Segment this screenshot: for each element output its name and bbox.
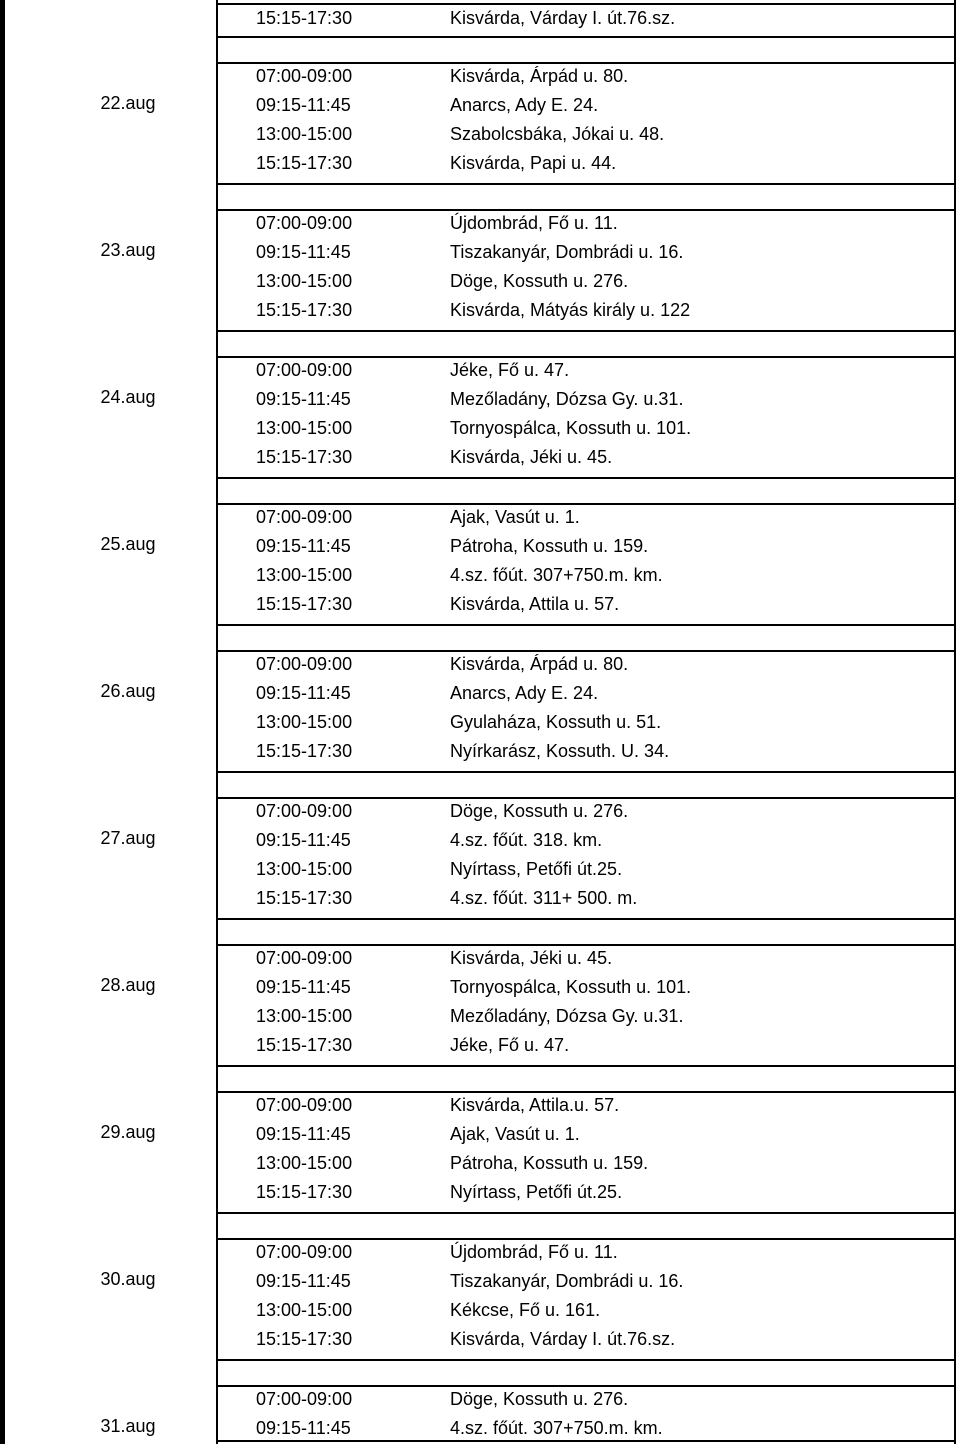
day-header-line [216,1238,956,1240]
slot-location: Gyulaháza, Kossuth u. 51. [450,712,662,732]
slot-location: Döge, Kossuth u. 276. [450,1389,629,1409]
slot-time: 07:00-09:00 [256,66,353,86]
slot-time: 13:00-15:00 [256,1153,353,1173]
slot-time: 09:15-11:45 [256,389,351,409]
day-header-line [216,797,956,799]
day-separator-line [216,36,956,38]
slot-location: Pátroha, Kossuth u. 159. [450,536,649,556]
time-column-border [216,0,218,1444]
slot-location: Újdombrád, Fő u. 11. [450,213,618,233]
slot-time: 13:00-15:00 [256,124,353,144]
day-header-line [216,209,956,211]
slot-time: 07:00-09:00 [256,1095,353,1115]
slot-location: Nyírtass, Petőfi út.25. [450,859,623,879]
slot-location: Döge, Kossuth u. 276. [450,801,629,821]
slot-time: 13:00-15:00 [256,1006,353,1026]
slot-location: Nyírkarász, Kossuth. U. 34. [450,741,670,761]
slot-location: Kisvárda, Jéki u. 45. [450,447,613,467]
day-separator-line [216,183,956,185]
slot-location: Mezőladány, Dózsa Gy. u.31. [450,389,684,409]
day-header-line [216,503,956,505]
slot-time: 15:15-17:30 [256,1035,353,1055]
slot-time: 07:00-09:00 [256,1242,353,1262]
day-date: 25.aug [100,534,156,554]
slot-time: 09:15-11:45 [256,683,351,703]
day-separator-line [216,624,956,626]
slot-time: 07:00-09:00 [256,948,353,968]
day-date: 24.aug [100,387,156,407]
day-date: 22.aug [100,93,156,113]
slot-time: 09:15-11:45 [256,830,351,850]
slot-time: 15:15-17:30 [256,741,353,761]
day-date: 29.aug [100,1122,156,1142]
day-date: 28.aug [100,975,156,995]
top-row-border [216,3,956,5]
bottom-border [216,1440,956,1442]
slot-location: 4.sz. főút. 307+750.m. km. [450,565,663,585]
slot-time: 15:15-17:30 [256,153,353,173]
slot-time: 15:15-17:30 [256,1329,353,1349]
left-border [0,0,5,1444]
slot-time: 15:15-17:30 [256,300,353,320]
slot-time: 15:15-17:30 [256,888,353,908]
slot-time: 09:15-11:45 [256,1418,351,1438]
day-header-line [216,944,956,946]
slot-location: Kisvárda, Várday I. út.76.sz. [450,1329,676,1349]
slot-location: 4.sz. főút. 318. km. [450,830,603,850]
day-separator-line [216,1359,956,1361]
slot-location: Tornyospálca, Kossuth u. 101. [450,418,692,438]
day-date: 26.aug [100,681,156,701]
slot-time: 09:15-11:45 [256,977,351,997]
slot-location: Anarcs, Ady E. 24. [450,95,599,115]
slot-location: Tornyospálca, Kossuth u. 101. [450,977,692,997]
day-separator-line [216,477,956,479]
day-date: 31.aug [100,1416,156,1436]
slot-time: 15:15-17:30 [256,1182,353,1202]
slot-time: 13:00-15:00 [256,1300,353,1320]
slot-location: Kisvárda, Jéki u. 45. [450,948,613,968]
slot-time: 09:15-11:45 [256,536,351,556]
slot-location: Szabolcsbáka, Jókai u. 48. [450,124,665,144]
slot-location: Mezőladány, Dózsa Gy. u.31. [450,1006,684,1026]
day-separator-line [216,771,956,773]
slot-time: 07:00-09:00 [256,360,353,380]
slot-time: 07:00-09:00 [256,801,353,821]
slot-time: 13:00-15:00 [256,712,353,732]
slot-location: Kisvárda, Attila u. 57. [450,594,620,614]
slot-time: 09:15-11:45 [256,1124,351,1144]
day-date: 23.aug [100,240,156,260]
slot-location: 4.sz. főút. 307+750.m. km. [450,1418,663,1438]
day-date: 27.aug [100,828,156,848]
slot-location: Újdombrád, Fő u. 11. [450,1242,618,1262]
day-header-line [216,62,956,64]
day-header-line [216,356,956,358]
slot-location: Döge, Kossuth u. 276. [450,271,629,291]
slot-location: Kisvárda, Várday I. út.76.sz. [450,8,676,28]
day-separator-line [216,1212,956,1214]
day-separator-line [216,1065,956,1067]
slot-time: 13:00-15:00 [256,859,353,879]
slot-time: 07:00-09:00 [256,213,353,233]
day-header-line [216,1385,956,1387]
slot-time: 15:15-17:30 [256,594,353,614]
slot-location: Jéke, Fő u. 47. [450,360,570,380]
slot-location: Kisvárda, Mátyás király u. 122 [450,300,691,320]
slot-location: Kisvárda, Árpád u. 80. [450,654,629,674]
slot-time: 15:15-17:30 [256,447,353,467]
slot-time: 15:15-17:30 [256,8,353,28]
slot-time: 09:15-11:45 [256,242,351,262]
slot-time: 07:00-09:00 [256,1389,353,1409]
slot-location: Kisvárda, Attila.u. 57. [450,1095,620,1115]
day-date: 30.aug [100,1269,156,1289]
slot-location: Ajak, Vasút u. 1. [450,1124,580,1144]
slot-location: Nyírtass, Petőfi út.25. [450,1182,623,1202]
slot-location: Jéke, Fő u. 47. [450,1035,570,1055]
slot-location: Tiszakanyár, Dombrádi u. 16. [450,1271,684,1291]
slot-location: Pátroha, Kossuth u. 159. [450,1153,649,1173]
slot-location: Kisvárda, Papi u. 44. [450,153,617,173]
slot-time: 09:15-11:45 [256,1271,351,1291]
right-border [954,0,956,1444]
slot-time: 09:15-11:45 [256,95,351,115]
slot-time: 13:00-15:00 [256,565,353,585]
slot-location: Ajak, Vasút u. 1. [450,507,580,527]
slot-time: 13:00-15:00 [256,271,353,291]
slot-location: 4.sz. főút. 311+ 500. m. [450,888,638,908]
slot-location: Anarcs, Ady E. 24. [450,683,599,703]
slot-time: 07:00-09:00 [256,507,353,527]
slot-location: Tiszakanyár, Dombrádi u. 16. [450,242,684,262]
day-header-line [216,1091,956,1093]
slot-time: 07:00-09:00 [256,654,353,674]
day-header-line [216,650,956,652]
slot-location: Kékcse, Fő u. 161. [450,1300,601,1320]
day-separator-line [216,918,956,920]
slot-location: Kisvárda, Árpád u. 80. [450,66,629,86]
slot-time: 13:00-15:00 [256,418,353,438]
day-separator-line [216,330,956,332]
